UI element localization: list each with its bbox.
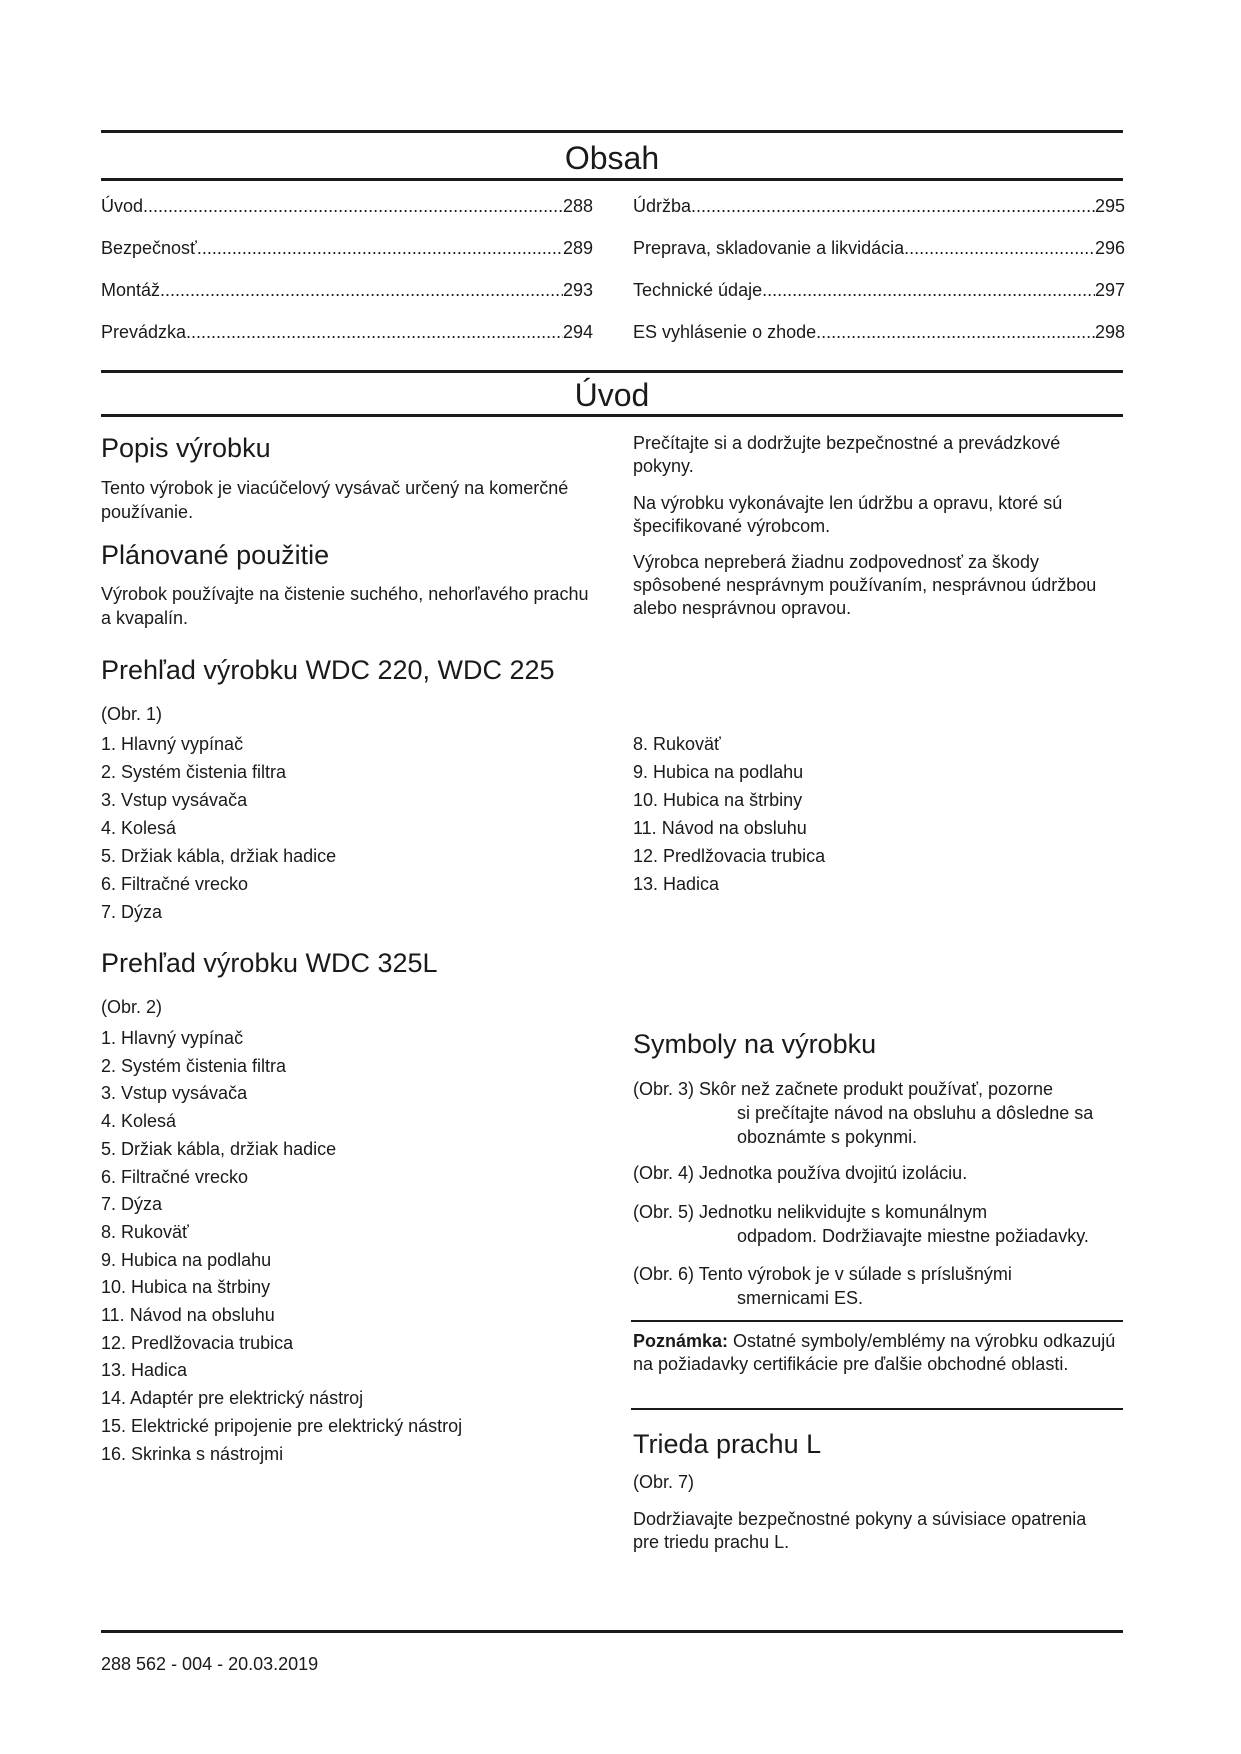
- list-item: 10. Hubica na štrbiny: [633, 790, 803, 810]
- footer-doc-id: 288 562 - 004 - 20.03.2019: [101, 1654, 319, 1674]
- list-item: 3. Vstup vysávača: [101, 790, 248, 810]
- list-item: 2. Systém čistenia filtra: [101, 1055, 287, 1076]
- list-item: 1. Hlavný vypínač: [101, 1028, 244, 1048]
- list-item: 13. Hadica: [101, 1360, 188, 1381]
- overview1-list-right: [633, 730, 825, 898]
- list-item: 3. Vstup vysávača: [101, 1083, 248, 1104]
- list-item: 10. Hubica na štrbiny: [101, 1277, 271, 1298]
- toc-title-rule: [101, 178, 1123, 181]
- toc-entry-montaz[interactable]: Montáž ..... 293: [101, 279, 593, 301]
- intro-title-rule: [101, 414, 1123, 417]
- symbol-item-obr3: (Obr. 3) Skôr než začnete produkt používať, pozorne si prečítajte návod na obsluhu a dôsledne sa oboznámte s pokynmi.: [633, 1079, 1094, 1147]
- product-description-text: Tento výrobok je viacúčelový vysávač určený na komerčné používanie.: [101, 478, 569, 522]
- overview1-figure-ref: (Obr. 1): [101, 704, 163, 724]
- list-item: 6. Filtračné vrecko: [101, 874, 249, 894]
- note-label: Poznámka:: [633, 1331, 729, 1351]
- toc-entry-technicke-udaje[interactable]: Technické údaje ..... 297: [633, 279, 1125, 301]
- symbols-note: Poznámka: Ostatné symboly/emblémy na výrobku odkazujú na požiadavky certifikácie pre ďalšie obchodné oblasti.: [633, 1331, 1116, 1374]
- list-item: 4. Kolesá: [101, 1111, 177, 1132]
- toc-title: Obsah: [564, 140, 660, 176]
- list-item: 14. Adaptér pre elektrický nástroj: [101, 1388, 364, 1409]
- toc-entry-prevadzka[interactable]: Prevádzka ..... 294: [101, 321, 593, 343]
- overview2-list: [101, 1025, 462, 1468]
- list-item: 5. Držiak kábla, držiak hadice: [101, 846, 337, 866]
- list-item: 9. Hubica na podlahu: [101, 1249, 272, 1270]
- list-item: 5. Držiak kábla, držiak hadice: [101, 1138, 337, 1159]
- intended-use-text: Výrobok používajte na čistenie suchého, nehorľavého prachu a kvapalín.: [101, 584, 589, 628]
- list-item: 8. Rukoväť: [101, 1221, 189, 1242]
- dust-class-figure-ref: (Obr. 7): [633, 1472, 695, 1492]
- note-top-rule: [631, 1320, 1123, 1322]
- intro-right-paragraph-3: Výrobca nepreberá žiadnu zodpovednosť za škody spôsobené nesprávnym používaním, nesprávnou údržbou alebo nesprávnou opravou.: [633, 552, 1097, 618]
- symbol-figure-ref: (Obr. 5): [633, 1202, 695, 1222]
- list-item: 6. Filtračné vrecko: [101, 1166, 249, 1187]
- symbol-item-obr6: (Obr. 6) Tento výrobok je v súlade s príslušnými smernicami ES.: [633, 1264, 1012, 1308]
- intended-use-heading: Plánované použitie: [101, 540, 330, 570]
- list-item: 1. Hlavný vypínač: [101, 734, 244, 754]
- list-item: 7. Dýza: [101, 902, 163, 922]
- intro-right-paragraph-2: Na výrobku vykonávajte len údržbu a opravu, ktoré sú špecifikované výrobcom.: [633, 493, 1063, 536]
- list-item: 16. Skrinka s nástrojmi: [101, 1443, 284, 1464]
- dust-class-text: Dodržiavajte bezpečnostné pokyny a súvisiace opatrenia pre triedu prachu L.: [633, 1509, 1087, 1552]
- list-item: 4. Kolesá: [101, 818, 177, 838]
- list-item: 9. Hubica na podlahu: [633, 762, 804, 782]
- product-description-heading: Popis výrobku: [101, 433, 271, 463]
- toc-entry-udrzba[interactable]: Údržba ..... 295: [633, 195, 1125, 217]
- list-item: 13. Hadica: [633, 874, 720, 894]
- note-bottom-rule: [631, 1408, 1123, 1410]
- overview1-list-left: [101, 730, 336, 926]
- list-item: 12. Predlžovacia trubica: [101, 1332, 294, 1353]
- intro-top-rule: [101, 370, 1123, 373]
- list-item: 11. Návod na obsluhu: [101, 1305, 275, 1326]
- toc-entry-preprava[interactable]: Preprava, skladovanie a likvidácia ..... 296: [633, 237, 1125, 259]
- overview2-heading: Prehľad výrobku WDC 325L: [101, 948, 438, 978]
- intro-right-paragraph-1: Prečítajte si a dodržujte bezpečnostné a prevádzkové pokyny.: [633, 433, 1061, 476]
- intro-title: Úvod: [574, 377, 650, 413]
- overview1-heading: Prehľad výrobku WDC 220, WDC 225: [101, 655, 555, 685]
- list-item: 8. Rukoväť: [633, 734, 721, 754]
- toc-entry-es-vyhlasenie[interactable]: ES vyhlásenie o zhode ..... 298: [633, 321, 1125, 343]
- symbol-figure-ref: (Obr. 6): [633, 1264, 695, 1284]
- symbol-figure-ref: (Obr. 3): [633, 1079, 695, 1099]
- symbols-heading: Symboly na výrobku: [633, 1029, 877, 1059]
- toc-entry-uvod[interactable]: Úvod ..... 288: [101, 195, 593, 217]
- footer-rule: [101, 1630, 1123, 1633]
- toc-entry-bezpecnost[interactable]: Bezpečnosť ..... 289: [101, 237, 593, 259]
- list-item: 2. Systém čistenia filtra: [101, 762, 287, 782]
- list-item: 11. Návod na obsluhu: [633, 818, 807, 838]
- toc-top-rule: [101, 130, 1123, 133]
- list-item: 7. Dýza: [101, 1194, 163, 1215]
- symbol-item-obr4: (Obr. 4) Jednotka používa dvojitú izoláciu.: [633, 1163, 968, 1183]
- dust-class-heading: Trieda prachu L: [633, 1429, 822, 1459]
- list-item: 15. Elektrické pripojenie pre elektrický nástroj: [101, 1415, 463, 1436]
- list-item: 12. Predlžovacia trubica: [633, 846, 826, 866]
- overview2-figure-ref: (Obr. 2): [101, 997, 163, 1017]
- symbol-item-obr5: (Obr. 5) Jednotku nelikvidujte s komunálnym odpadom. Dodržiavajte miestne požiadavky.: [633, 1202, 1089, 1246]
- symbol-figure-ref: (Obr. 4): [633, 1163, 695, 1183]
